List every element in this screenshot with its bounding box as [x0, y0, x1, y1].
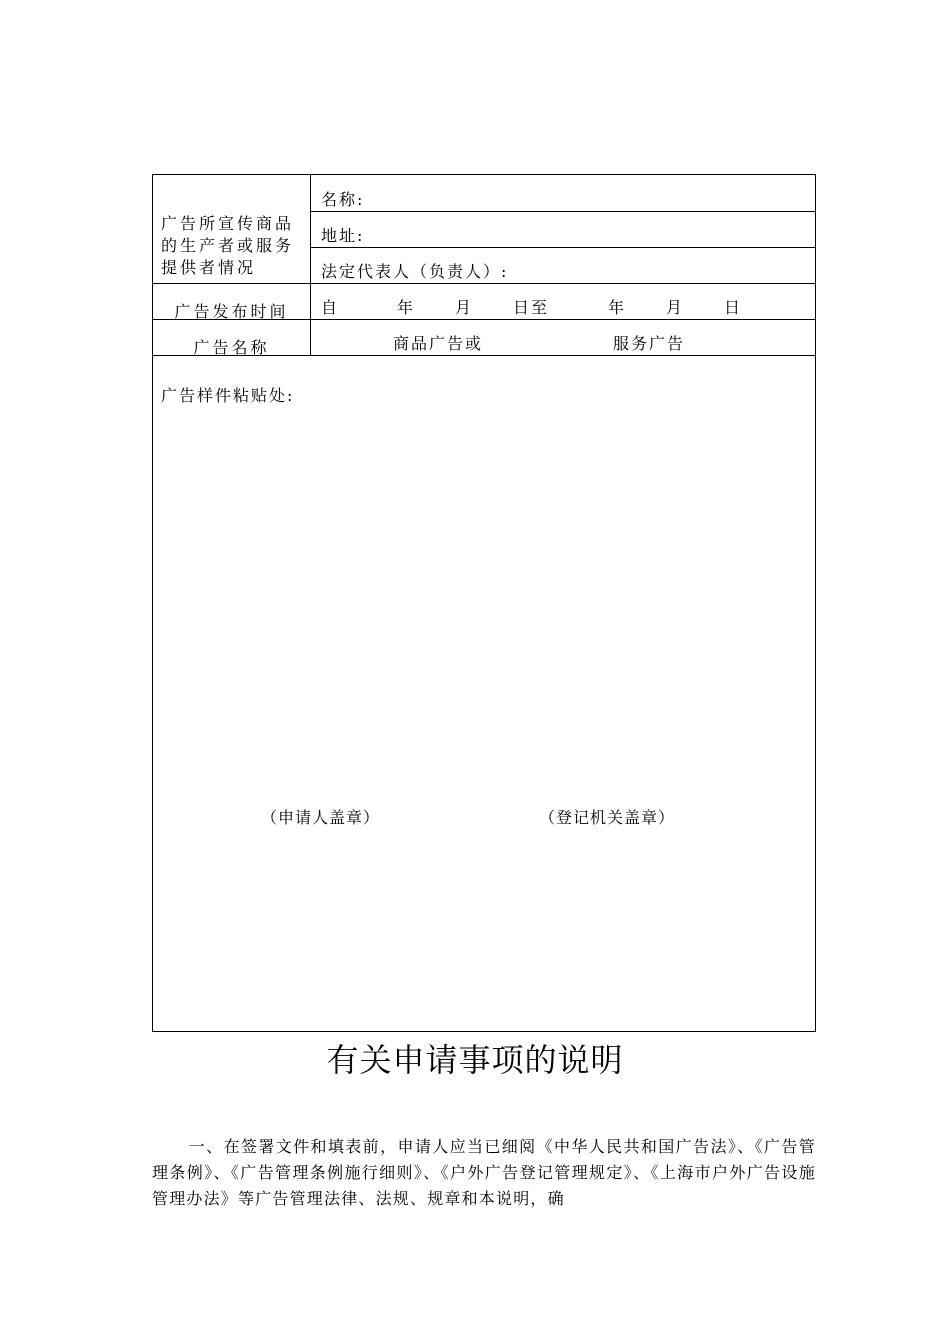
applicant-seal-label: （申请人盖章）: [261, 808, 381, 827]
producer-address-field[interactable]: 地址:: [321, 226, 365, 245]
producer-name-field[interactable]: 名称:: [321, 190, 365, 209]
registry-seal-label: （登记机关盖章）: [539, 808, 676, 827]
publish-time-from: 自: [321, 298, 340, 317]
publish-time-month-end: 月: [666, 298, 685, 317]
ad-name-label: 广告名称: [193, 338, 270, 357]
publish-time-year-start: 年: [397, 298, 416, 317]
legal-representative-field[interactable]: 法定代表人（负责人）:: [321, 262, 509, 281]
application-form-table: [152, 174, 816, 1032]
publish-time-day-to: 日至: [513, 298, 550, 317]
publish-time-month-start: 月: [455, 298, 474, 317]
ad-sample-paste-area-label: 广告样件粘贴处:: [161, 386, 295, 405]
notes-paragraph-1: 一、在签署文件和填表前，申请人应当已细阅《中华人民共和国广告法》、《广告管理条例》、《广告管理条例施行细则》、《户外广告登记管理规定》、《上海市户外广告设施管理办法》等广告管理法律、法规、规章和本说明，确: [152, 1137, 816, 1208]
producer-info-label: 广告所宣传商品的生产者或服务提供者情况: [161, 214, 295, 277]
publish-time-label: 广告发布时间: [174, 302, 289, 321]
publish-time-year-end: 年: [608, 298, 627, 317]
notes-heading: 有关申请事项的说明: [326, 1041, 624, 1079]
row-divider-address: [311, 247, 816, 248]
ad-type-service-option[interactable]: 服务广告: [613, 334, 686, 353]
row-divider-producer-bottom: [153, 283, 816, 284]
row-divider-name: [311, 211, 816, 212]
publish-time-day-end: 日: [724, 298, 743, 317]
ad-type-goods-option[interactable]: 商品广告或: [393, 334, 484, 353]
